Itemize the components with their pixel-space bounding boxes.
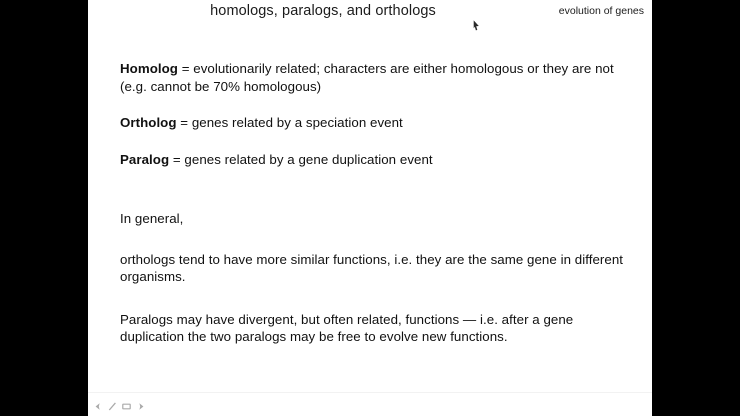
next-arrow-icon[interactable]	[136, 398, 145, 407]
definition-term-ortholog: Ortholog	[120, 115, 177, 130]
pen-icon[interactable]	[108, 398, 117, 407]
definition-paralog	[120, 151, 625, 169]
definition-text-homolog: = evolutionarily related; characters are either homologous or they are not (e.g. cannot be 70% homologous)	[120, 61, 614, 94]
slide-header	[88, 0, 652, 30]
paragraph-paralogs: Paralogs may have divergent, but often related, functions — i.e. after a gene duplication the two paralogs may be free to evolve new functions.	[120, 311, 574, 344]
slide-body	[120, 60, 625, 346]
slide-page	[88, 0, 652, 416]
definition-ortholog	[120, 114, 625, 132]
slide-corner-label: evolution of genes	[558, 5, 644, 17]
letterbox-left	[0, 0, 88, 416]
definition-text-paralog: = genes related by a gene duplication event	[169, 151, 433, 167]
definition-term-paralog: Paralog	[120, 151, 170, 167]
previous-arrow-icon[interactable]	[94, 398, 103, 407]
definition-text-ortholog: = genes related by a speciation event	[176, 115, 403, 130]
definition-term-homolog: Homolog	[120, 61, 178, 76]
toolbar-divider	[88, 392, 652, 393]
letterbox-right	[652, 0, 740, 416]
lead-in-text: In general,	[120, 211, 184, 226]
definition-homolog	[120, 60, 625, 95]
paragraph-orthologs: orthologs tend to have more similar functions, i.e. they are the same gene in different organisms.	[120, 251, 624, 284]
screen-icon[interactable]	[122, 398, 131, 407]
slide-title: homologs, paralogs, and orthologs	[210, 3, 436, 19]
mouse-pointer-icon	[473, 18, 480, 29]
toolbar-icon-group	[94, 398, 145, 407]
slide-toolbar	[88, 392, 652, 416]
